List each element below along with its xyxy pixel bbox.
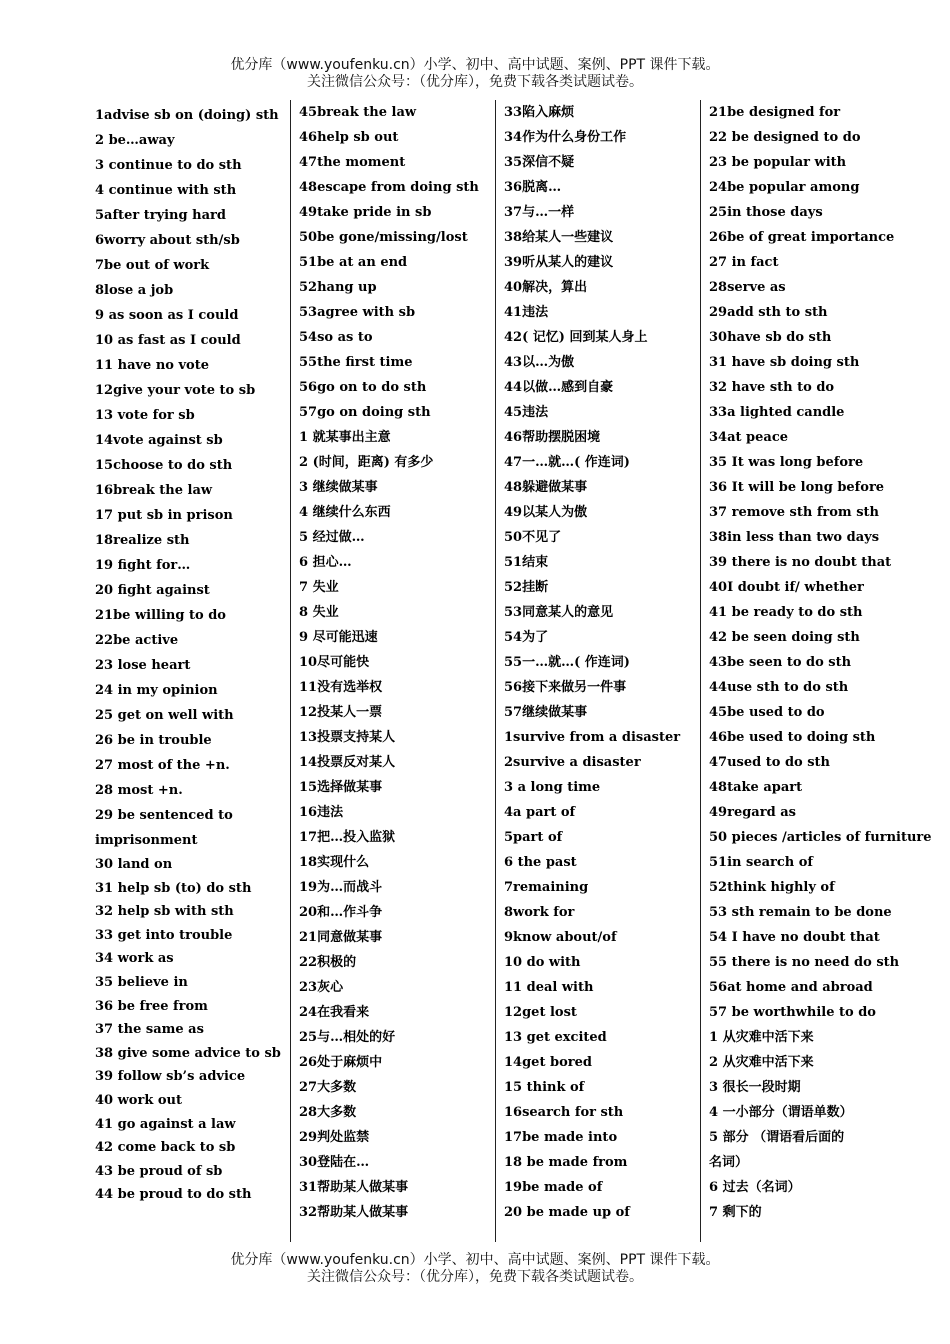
- phrase-item: 23灰心: [299, 980, 344, 995]
- phrase-item: 44use sth to do sth: [709, 680, 849, 695]
- phrase-item: 56at home and abroad: [709, 980, 873, 995]
- phrase-item: 55the first time: [299, 355, 413, 370]
- phrase-item: 12投某人一票: [299, 705, 383, 720]
- phrase-item: 19为…而战斗: [299, 880, 383, 895]
- phrase-item: 8work for: [504, 905, 575, 920]
- column-4: [700, 100, 932, 1242]
- footer-line-1: 优分库（www.youfenku.cn）小学、初中、高中试题、案例、PPT 课件下载。: [230, 1252, 720, 1268]
- phrase-item: 4 继续什么东西: [299, 505, 391, 520]
- phrase-item: 46help sb out: [299, 130, 399, 145]
- phrase-item: 52挂断: [504, 580, 549, 595]
- phrase-item: 21同意做某事: [299, 930, 383, 945]
- header-banner: [0, 57, 950, 91]
- phrase-item: 25与…相处的好: [299, 1030, 396, 1045]
- phrase-item: 53agree with sb: [299, 305, 416, 320]
- phrase-item: 9 as soon as I could: [95, 308, 239, 323]
- phrase-item: 23 lose heart: [95, 658, 191, 673]
- phrase-item: 52think highly of: [709, 880, 835, 895]
- phrase-item: 45be used to do: [709, 705, 825, 720]
- phrase-item: 15选择做某事: [299, 780, 383, 795]
- phrase-item: 7remaining: [504, 880, 589, 895]
- column-2: [290, 100, 495, 1242]
- header-line-1: 优分库（www.youfenku.cn）小学、初中、高中试题、案例、PPT 课件下载。: [230, 57, 720, 73]
- phrase-item: 48escape from doing sth: [299, 180, 479, 195]
- phrase-item: 3 继续做某事: [299, 480, 378, 495]
- phrase-item: 24在我看来: [299, 1005, 370, 1020]
- phrase-item: 8 失业: [299, 605, 339, 620]
- phrase-item: 40 work out: [95, 1092, 182, 1108]
- phrase-item: 27 most of the +n.: [95, 758, 230, 773]
- phrase-item: 12give your vote to sb: [95, 383, 256, 398]
- phrase-item: 45违法: [504, 405, 549, 420]
- phrase-item: 51in search of: [709, 855, 814, 870]
- phrase-item: 33 get into trouble: [95, 927, 233, 943]
- phrase-item: 26 be in trouble: [95, 733, 212, 748]
- phrase-item: 45break the law: [299, 105, 417, 120]
- footer-banner: [0, 1252, 950, 1286]
- phrase-item: 1 就某事出主意: [299, 430, 391, 445]
- phrase-item: 47一…就…( 作连词): [504, 455, 630, 470]
- phrase-item: 20 fight against: [95, 583, 210, 598]
- phrase-item: 16违法: [299, 805, 344, 820]
- phrase-item: 14get bored: [504, 1055, 592, 1070]
- phrase-item: 16break the law: [95, 483, 213, 498]
- phrase-item: 55 there is no need do sth: [709, 955, 900, 970]
- phrase-item: 7 失业: [299, 580, 339, 595]
- phrase-item: 12get lost: [504, 1005, 577, 1020]
- phrase-item: 17be made into: [504, 1130, 618, 1145]
- phrase-item: 14vote against sb: [95, 433, 223, 448]
- phrase-item: 28serve as: [709, 280, 786, 295]
- phrase-item: 4 一小部分（谓语单数）: [709, 1105, 853, 1120]
- phrase-item: 22积极的: [299, 955, 357, 970]
- phrase-item: 16search for sth: [504, 1105, 624, 1120]
- phrase-item: 18realize sth: [95, 533, 190, 548]
- phrase-item: 50不见了: [504, 530, 562, 545]
- phrase-item: 14投票反对某人: [299, 755, 396, 770]
- phrase-item: 51be at an end: [299, 255, 408, 270]
- phrase-item: 34at peace: [709, 430, 789, 445]
- phrase-item: 39 there is no doubt that: [709, 555, 892, 570]
- footer-line-2: 关注微信公众号：（优分库），免费下载各类试题试卷。: [307, 1269, 643, 1285]
- phrase-item: 10尽可能快: [299, 655, 370, 670]
- phrase-item: 6 the past: [504, 855, 577, 870]
- phrase-item: 49以某人为傲: [504, 505, 588, 520]
- phrase-item: 8lose a job: [95, 283, 174, 298]
- phrase-item: 42 be seen doing sth: [709, 630, 860, 645]
- phrase-item: 3 a long time: [504, 780, 601, 795]
- phrase-item: 49take pride in sb: [299, 205, 432, 220]
- phrase-item: 41 be ready to do sth: [709, 605, 863, 620]
- phrase-item: 25in those days: [709, 205, 823, 220]
- phrase-item: 6 担心…: [299, 555, 352, 570]
- column-3: [495, 100, 700, 1242]
- phrase-item: 15 think of: [504, 1080, 585, 1095]
- phrase-item: 1survive from a disaster: [504, 730, 681, 745]
- phrase-item: 47the moment: [299, 155, 406, 170]
- phrase-item: 11 deal with: [504, 980, 594, 995]
- phrase-item: imprisonment: [95, 833, 198, 848]
- phrase-item: 32 have sth to do: [709, 380, 835, 395]
- phrase-item: 19 fight for…: [95, 558, 191, 573]
- phrase-item: 6 过去（名词）: [709, 1180, 801, 1195]
- phrase-item: 31帮助某人做某事: [299, 1180, 409, 1195]
- phrase-item: 28大多数: [299, 1105, 357, 1120]
- phrase-item: 9 尽可能迅速: [299, 630, 378, 645]
- phrase-item: 29add sth to sth: [709, 305, 828, 320]
- phrase-item: 30登陆在…: [299, 1155, 370, 1170]
- phrase-item: 37与…一样: [504, 205, 575, 220]
- column-1: [93, 100, 290, 1242]
- phrase-item: 33陷入麻烦: [504, 105, 575, 120]
- phrase-item: 18实现什么: [299, 855, 370, 870]
- phrase-item: 名词）: [709, 1155, 749, 1170]
- phrase-item: 49regard as: [709, 805, 796, 820]
- phrase-item: 30have sb do sth: [709, 330, 832, 345]
- phrase-item: 17 put sb in prison: [95, 508, 233, 523]
- phrase-item: 53 sth remain to be done: [709, 905, 892, 920]
- phrase-item: 24be popular among: [709, 180, 860, 195]
- phrase-item: 29判处监禁: [299, 1130, 370, 1145]
- phrase-item: 35 It was long before: [709, 455, 864, 470]
- phrase-item: 2survive a disaster: [504, 755, 641, 770]
- phrase-item: 37 remove sth from sth: [709, 505, 879, 520]
- phrase-item: 42( 记忆) 回到某人身上: [504, 330, 648, 345]
- phrase-item: 38给某人一些建议: [504, 230, 614, 245]
- phrase-item: 28 most +n.: [95, 783, 183, 798]
- phrase-item: 48躲避做某事: [504, 480, 588, 495]
- phrase-item: 25 get on well with: [95, 708, 234, 723]
- phrase-item: 43 be proud of sb: [95, 1163, 223, 1179]
- phrase-item: 10 as fast as I could: [95, 333, 241, 348]
- phrase-item: 53同意某人的意见: [504, 605, 614, 620]
- phrase-item: 22 be designed to do: [709, 130, 861, 145]
- phrase-item: 13 vote for sb: [95, 408, 195, 423]
- phrase-item: 26处于麻烦中: [299, 1055, 383, 1070]
- phrase-item: 51结束: [504, 555, 549, 570]
- phrase-item: 21be designed for: [709, 105, 841, 120]
- phrase-item: 2 be…away: [95, 133, 175, 148]
- phrase-item: 56接下来做另一件事: [504, 680, 627, 695]
- phrase-item: 24 in my opinion: [95, 683, 218, 698]
- phrase-item: 23 be popular with: [709, 155, 847, 170]
- phrase-item: 5part of: [504, 830, 563, 845]
- phrase-item: 5 经过做…: [299, 530, 365, 545]
- phrase-item: 17把…投入监狱: [299, 830, 396, 845]
- phrase-item: 57 be worthwhile to do: [709, 1005, 876, 1020]
- phrase-item: 47used to do sth: [709, 755, 831, 770]
- phrase-item: 44 be proud to do sth: [95, 1187, 252, 1203]
- phrase-item: 39听从某人的建议: [504, 255, 614, 270]
- phrase-item: 32 help sb with sth: [95, 904, 234, 920]
- phrase-item: 6worry about sth/sb: [95, 233, 240, 248]
- phrase-item: 20和…作斗争: [299, 905, 383, 920]
- phrase-item: 15choose to do sth: [95, 458, 233, 473]
- phrase-item: 42 come back to sb: [95, 1140, 236, 1156]
- phrase-item: 46be used to doing sth: [709, 730, 876, 745]
- phrase-item: 57go on doing sth: [299, 405, 431, 420]
- phrase-item: 1 从灾难中活下来: [709, 1030, 814, 1045]
- phrase-item: 35深信不疑: [504, 155, 575, 170]
- phrase-item: 3 很长一段时期: [709, 1080, 801, 1095]
- phrase-item: 54为了: [504, 630, 549, 645]
- phrase-item: 57继续做某事: [504, 705, 588, 720]
- phrase-item: 1advise sb on (doing) sth: [95, 108, 279, 123]
- phrase-item: 50be gone/missing/lost: [299, 230, 468, 245]
- phrase-item: 30 land on: [95, 857, 173, 872]
- phrase-item: 38 give some advice to sb: [95, 1045, 281, 1061]
- phrase-table: [93, 100, 932, 1242]
- phrase-item: 5after trying hard: [95, 208, 226, 223]
- phrase-item: 19be made of: [504, 1180, 603, 1195]
- phrase-item: 41违法: [504, 305, 549, 320]
- phrase-item: 7be out of work: [95, 258, 210, 273]
- phrase-item: 34作为什么身份工作: [504, 130, 627, 145]
- phrase-item: 20 be made up of: [504, 1205, 630, 1220]
- phrase-item: 52hang up: [299, 280, 377, 295]
- phrase-item: 26be of great importance: [709, 230, 895, 245]
- phrase-item: 2 从灾难中活下来: [709, 1055, 814, 1070]
- phrase-item: 41 go against a law: [95, 1116, 236, 1132]
- phrase-item: 22be active: [95, 633, 179, 648]
- header-line-2: 关注微信公众号：（优分库），免费下载各类试题试卷。: [307, 74, 643, 90]
- phrase-item: 37 the same as: [95, 1022, 204, 1038]
- phrase-item: 36脱离…: [504, 180, 562, 195]
- phrase-item: 39 follow sb’s advice: [95, 1069, 246, 1085]
- phrase-item: 13 get excited: [504, 1030, 607, 1045]
- phrase-item: 5 部分 （谓语看后面的: [709, 1130, 845, 1145]
- phrase-item: 3 continue to do sth: [95, 158, 242, 173]
- phrase-item: 44以做…感到自豪: [504, 380, 614, 395]
- phrase-item: 10 do with: [504, 955, 581, 970]
- phrase-item: 36 be free from: [95, 998, 208, 1014]
- phrase-item: 32帮助某人做某事: [299, 1205, 409, 1220]
- phrase-item: 54so as to: [299, 330, 373, 345]
- phrase-item: 34 work as: [95, 951, 174, 967]
- phrase-item: 56go on to do sth: [299, 380, 427, 395]
- phrase-item: 2 (时间，距离) 有多少: [299, 455, 434, 470]
- phrase-item: 21be willing to do: [95, 608, 226, 623]
- phrase-item: 40I doubt if/ whether: [709, 580, 864, 595]
- phrase-item: 33a lighted candle: [709, 405, 845, 420]
- phrase-item: 35 believe in: [95, 974, 188, 990]
- phrase-item: 27大多数: [299, 1080, 357, 1095]
- phrase-item: 27 in fact: [709, 255, 779, 270]
- phrase-item: 43以…为傲: [504, 355, 575, 370]
- phrase-item: 7 剩下的: [709, 1205, 762, 1220]
- phrase-item: 43be seen to do sth: [709, 655, 852, 670]
- phrase-item: 55一…就…( 作连词): [504, 655, 630, 670]
- phrase-item: 50 pieces /articles of furniture: [709, 830, 932, 845]
- phrase-item: 31 have sb doing sth: [709, 355, 860, 370]
- phrase-item: 11 have no vote: [95, 358, 209, 373]
- phrase-item: 40解决，算出: [504, 280, 588, 295]
- phrase-item: 4a part of: [504, 805, 576, 820]
- phrase-item: 46帮助摆脱困境: [504, 430, 601, 445]
- phrase-item: 18 be made from: [504, 1155, 628, 1170]
- phrase-item: 11没有选举权: [299, 680, 383, 695]
- phrase-item: 29 be sentenced to: [95, 808, 233, 823]
- phrase-item: 13投票支持某人: [299, 730, 396, 745]
- phrase-item: 54 I have no doubt that: [709, 930, 880, 945]
- phrase-item: 31 help sb (to) do sth: [95, 880, 252, 896]
- phrase-item: 9know about/of: [504, 930, 617, 945]
- phrase-item: 48take apart: [709, 780, 803, 795]
- phrase-item: 4 continue with sth: [95, 183, 237, 198]
- phrase-item: 38in less than two days: [709, 530, 880, 545]
- phrase-item: 36 It will be long before: [709, 480, 885, 495]
